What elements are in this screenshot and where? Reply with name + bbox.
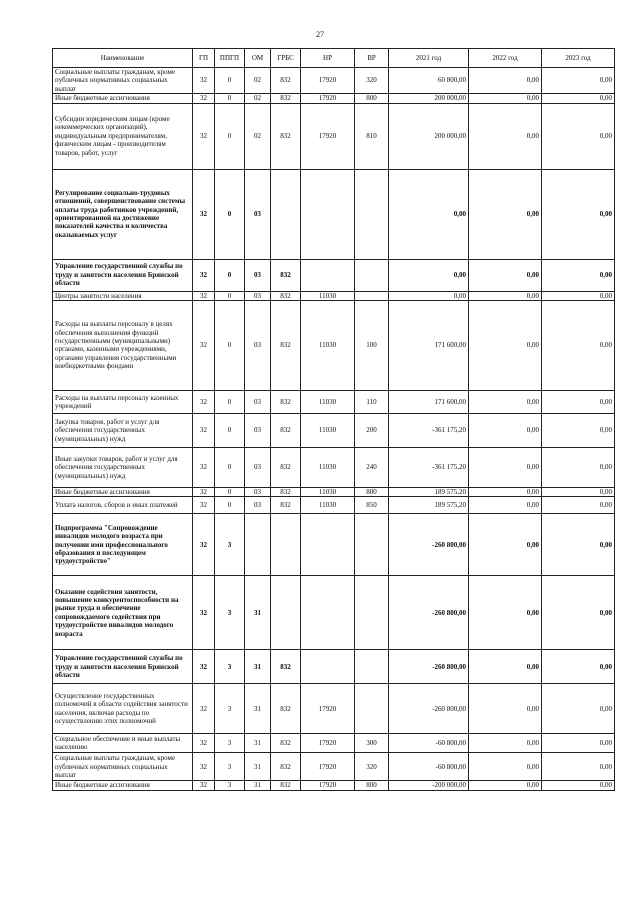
row-2021: -260 800,00 bbox=[389, 684, 469, 734]
row-ppgp: 3 bbox=[215, 753, 245, 781]
row-vr bbox=[355, 514, 389, 576]
row-gp: 32 bbox=[193, 103, 215, 169]
row-nr: 11030 bbox=[301, 413, 355, 447]
row-name: Иные бюджетные ассигнования bbox=[53, 94, 193, 103]
row-nr: 11030 bbox=[301, 291, 355, 300]
row-2022: 0,00 bbox=[469, 781, 542, 790]
row-om: 31 bbox=[245, 576, 271, 650]
row-vr: 110 bbox=[355, 390, 389, 413]
table-header-row bbox=[53, 49, 615, 68]
row-2023: 0,00 bbox=[542, 300, 615, 390]
row-2023: 0,00 bbox=[542, 413, 615, 447]
row-grbs: 832 bbox=[271, 390, 301, 413]
row-grbs: 832 bbox=[271, 781, 301, 790]
table-row bbox=[53, 734, 615, 753]
row-vr: 320 bbox=[355, 68, 389, 94]
row-grbs: 832 bbox=[271, 68, 301, 94]
table-row bbox=[53, 390, 615, 413]
row-gp: 32 bbox=[193, 259, 215, 291]
row-gp: 32 bbox=[193, 390, 215, 413]
row-2021: -200 000,00 bbox=[389, 781, 469, 790]
table-row bbox=[53, 291, 615, 300]
row-vr: 800 bbox=[355, 487, 389, 496]
row-2022: 0,00 bbox=[469, 487, 542, 496]
row-name: Закупка товаров, работ и услуг для обеспечения государственных (муниципальных) нужд bbox=[53, 413, 193, 447]
row-vr bbox=[355, 291, 389, 300]
row-vr bbox=[355, 259, 389, 291]
row-vr: 100 bbox=[355, 300, 389, 390]
row-om: 03 bbox=[245, 390, 271, 413]
row-2021: 189 575,20 bbox=[389, 497, 469, 514]
row-grbs: 832 bbox=[271, 650, 301, 684]
row-grbs bbox=[271, 514, 301, 576]
table-row bbox=[53, 781, 615, 790]
row-nr: 17920 bbox=[301, 68, 355, 94]
row-2022: 0,00 bbox=[469, 734, 542, 753]
row-ppgp: 3 bbox=[215, 514, 245, 576]
row-2022: 0,00 bbox=[469, 68, 542, 94]
row-grbs bbox=[271, 576, 301, 650]
row-gp: 32 bbox=[193, 169, 215, 259]
row-2023: 0,00 bbox=[542, 259, 615, 291]
row-gp: 32 bbox=[193, 497, 215, 514]
row-2021: 200 000,00 bbox=[389, 94, 469, 103]
column-header: Наименование bbox=[53, 49, 193, 68]
row-nr: 17920 bbox=[301, 684, 355, 734]
row-2021: -60 800,00 bbox=[389, 753, 469, 781]
row-name: Центры занятости населения bbox=[53, 291, 193, 300]
row-ppgp: 3 bbox=[215, 650, 245, 684]
table-row bbox=[53, 753, 615, 781]
table-row bbox=[53, 413, 615, 447]
page-number: 27 bbox=[316, 30, 324, 39]
row-2022: 0,00 bbox=[469, 650, 542, 684]
column-header: ГП bbox=[193, 49, 215, 68]
row-name: Регулирование социально-трудовых отношений, совершенствование системы оплаты труда работников учреждений, ориентированной на достижение показателей качества и количества оказываемых услуг bbox=[53, 169, 193, 259]
row-grbs: 832 bbox=[271, 94, 301, 103]
row-ppgp: 3 bbox=[215, 734, 245, 753]
row-gp: 32 bbox=[193, 291, 215, 300]
row-2021: 189 575,20 bbox=[389, 487, 469, 496]
table-row bbox=[53, 68, 615, 94]
row-ppgp: 0 bbox=[215, 291, 245, 300]
row-2022: 0,00 bbox=[469, 514, 542, 576]
row-ppgp: 0 bbox=[215, 103, 245, 169]
row-2021: 0,00 bbox=[389, 259, 469, 291]
row-name: Социальные выплаты гражданам, кроме публичных нормативных социальных выплат bbox=[53, 68, 193, 94]
table-row bbox=[53, 300, 615, 390]
row-ppgp: 3 bbox=[215, 684, 245, 734]
row-ppgp: 3 bbox=[215, 576, 245, 650]
row-grbs: 832 bbox=[271, 447, 301, 487]
row-2023: 0,00 bbox=[542, 684, 615, 734]
row-grbs: 832 bbox=[271, 291, 301, 300]
row-2022: 0,00 bbox=[469, 684, 542, 734]
row-om: 03 bbox=[245, 497, 271, 514]
row-vr: 850 bbox=[355, 497, 389, 514]
row-2022: 0,00 bbox=[469, 447, 542, 487]
column-header: ГРБС bbox=[271, 49, 301, 68]
row-grbs: 832 bbox=[271, 734, 301, 753]
table-row bbox=[53, 497, 615, 514]
column-header: ВР bbox=[355, 49, 389, 68]
row-name: Осуществление государственных полномочий в области содействия занятости населения, включая расходы по осуществлению этих полномочий bbox=[53, 684, 193, 734]
table-row bbox=[53, 576, 615, 650]
row-nr: 17920 bbox=[301, 103, 355, 169]
row-gp: 32 bbox=[193, 753, 215, 781]
row-name: Субсидии юридическим лицам (кроме некоммерческих организаций), индивидуальным предпринимателям, физическим лицам - производителям товаров, работ, услуг bbox=[53, 103, 193, 169]
row-2022: 0,00 bbox=[469, 103, 542, 169]
row-2021: 171 600,00 bbox=[389, 300, 469, 390]
row-vr: 240 bbox=[355, 447, 389, 487]
row-grbs: 832 bbox=[271, 103, 301, 169]
row-nr bbox=[301, 514, 355, 576]
row-name: Социальные выплаты гражданам, кроме публичных нормативных социальных выплат bbox=[53, 753, 193, 781]
row-nr: 17920 bbox=[301, 753, 355, 781]
row-gp: 32 bbox=[193, 514, 215, 576]
row-name: Управление государственной службы по труду и занятости населения Брянской области bbox=[53, 259, 193, 291]
row-nr: 17920 bbox=[301, 781, 355, 790]
row-vr: 800 bbox=[355, 94, 389, 103]
row-name: Иные бюджетные ассигнования bbox=[53, 487, 193, 496]
row-2022: 0,00 bbox=[469, 497, 542, 514]
row-grbs bbox=[271, 169, 301, 259]
row-2022: 0,00 bbox=[469, 390, 542, 413]
table-row bbox=[53, 169, 615, 259]
budget-table bbox=[52, 48, 615, 791]
table-row bbox=[53, 259, 615, 291]
row-nr bbox=[301, 169, 355, 259]
row-vr: 800 bbox=[355, 781, 389, 790]
row-2023: 0,00 bbox=[542, 487, 615, 496]
row-2022: 0,00 bbox=[469, 413, 542, 447]
row-name: Иные бюджетные ассигнования bbox=[53, 781, 193, 790]
row-om: 02 bbox=[245, 103, 271, 169]
row-2022: 0,00 bbox=[469, 259, 542, 291]
row-om: 31 bbox=[245, 684, 271, 734]
row-name: Подпрограмма "Сопровождение инвалидов молодого возраста при получении ими профессионального образования и последующем трудоустройстве" bbox=[53, 514, 193, 576]
row-nr bbox=[301, 576, 355, 650]
row-2021: 0,00 bbox=[389, 169, 469, 259]
row-vr: 200 bbox=[355, 413, 389, 447]
table-row bbox=[53, 684, 615, 734]
row-2023: 0,00 bbox=[542, 514, 615, 576]
row-2023: 0,00 bbox=[542, 497, 615, 514]
row-ppgp: 0 bbox=[215, 300, 245, 390]
row-ppgp: 3 bbox=[215, 781, 245, 790]
column-header: 2022 год bbox=[469, 49, 542, 68]
row-ppgp: 0 bbox=[215, 259, 245, 291]
row-om: 03 bbox=[245, 259, 271, 291]
row-2023: 0,00 bbox=[542, 753, 615, 781]
row-2022: 0,00 bbox=[469, 94, 542, 103]
row-grbs: 832 bbox=[271, 413, 301, 447]
row-gp: 32 bbox=[193, 576, 215, 650]
row-vr: 320 bbox=[355, 753, 389, 781]
row-2023: 0,00 bbox=[542, 734, 615, 753]
row-ppgp: 0 bbox=[215, 68, 245, 94]
row-2022: 0,00 bbox=[469, 291, 542, 300]
row-2021: -260 800,00 bbox=[389, 514, 469, 576]
row-grbs: 832 bbox=[271, 259, 301, 291]
row-nr: 17920 bbox=[301, 734, 355, 753]
row-2023: 0,00 bbox=[542, 650, 615, 684]
row-name: Расходы на выплаты персоналу казенных учреждений bbox=[53, 390, 193, 413]
row-ppgp: 0 bbox=[215, 497, 245, 514]
row-2023: 0,00 bbox=[542, 291, 615, 300]
row-om: 03 bbox=[245, 413, 271, 447]
row-gp: 32 bbox=[193, 684, 215, 734]
row-name: Социальное обеспечение и иные выплаты населению bbox=[53, 734, 193, 753]
row-nr bbox=[301, 259, 355, 291]
row-om: 03 bbox=[245, 447, 271, 487]
row-2021: 200 000,00 bbox=[389, 103, 469, 169]
row-2023: 0,00 bbox=[542, 390, 615, 413]
row-nr: 11030 bbox=[301, 447, 355, 487]
row-2023: 0,00 bbox=[542, 68, 615, 94]
row-vr bbox=[355, 169, 389, 259]
table-row bbox=[53, 487, 615, 496]
row-2023: 0,00 bbox=[542, 781, 615, 790]
row-2023: 0,00 bbox=[542, 94, 615, 103]
row-grbs: 832 bbox=[271, 684, 301, 734]
row-ppgp: 0 bbox=[215, 447, 245, 487]
row-vr bbox=[355, 650, 389, 684]
column-header: НР bbox=[301, 49, 355, 68]
row-om: 31 bbox=[245, 734, 271, 753]
row-gp: 32 bbox=[193, 300, 215, 390]
row-nr: 17920 bbox=[301, 94, 355, 103]
row-ppgp: 0 bbox=[215, 413, 245, 447]
row-om bbox=[245, 514, 271, 576]
row-gp: 32 bbox=[193, 650, 215, 684]
column-header: 2021 год bbox=[389, 49, 469, 68]
table-row bbox=[53, 650, 615, 684]
row-om: 02 bbox=[245, 94, 271, 103]
table-row bbox=[53, 447, 615, 487]
row-name: Управление государственной службы по труду и занятости населения Брянской области bbox=[53, 650, 193, 684]
row-2021: -260 800,00 bbox=[389, 576, 469, 650]
row-nr: 11030 bbox=[301, 390, 355, 413]
row-nr bbox=[301, 650, 355, 684]
row-2021: -60 800,00 bbox=[389, 734, 469, 753]
column-header: 2023 год bbox=[542, 49, 615, 68]
row-gp: 32 bbox=[193, 413, 215, 447]
row-grbs: 832 bbox=[271, 497, 301, 514]
table-row bbox=[53, 514, 615, 576]
row-2022: 0,00 bbox=[469, 169, 542, 259]
row-grbs: 832 bbox=[271, 300, 301, 390]
row-om: 03 bbox=[245, 487, 271, 496]
row-2021: -361 175,20 bbox=[389, 447, 469, 487]
row-vr: 300 bbox=[355, 734, 389, 753]
row-2021: 171 600,00 bbox=[389, 390, 469, 413]
row-om: 31 bbox=[245, 781, 271, 790]
row-gp: 32 bbox=[193, 487, 215, 496]
table-row bbox=[53, 94, 615, 103]
column-header: ОМ bbox=[245, 49, 271, 68]
row-om: 31 bbox=[245, 753, 271, 781]
row-ppgp: 0 bbox=[215, 94, 245, 103]
row-grbs: 832 bbox=[271, 753, 301, 781]
row-gp: 32 bbox=[193, 447, 215, 487]
row-name: Расходы на выплаты персоналу в целях обеспечения выполнения функций государственными (муниципальными) органами, казенными учреждениями, органами управления государственными внебюджетными фондами bbox=[53, 300, 193, 390]
row-gp: 32 bbox=[193, 68, 215, 94]
row-om: 03 bbox=[245, 291, 271, 300]
row-2021: 0,00 bbox=[389, 291, 469, 300]
row-2022: 0,00 bbox=[469, 753, 542, 781]
column-header: ППГП bbox=[215, 49, 245, 68]
row-2021: -361 175,20 bbox=[389, 413, 469, 447]
row-name: Оказание содействия занятости, повышение конкурентоспособности на рынке труда и обеспечение сопровождаемого содействия при трудоустройстве инвалидов молодого возраста bbox=[53, 576, 193, 650]
table-row bbox=[53, 103, 615, 169]
row-name: Уплата налогов, сборов и иных платежей bbox=[53, 497, 193, 514]
row-om: 03 bbox=[245, 169, 271, 259]
row-om: 31 bbox=[245, 650, 271, 684]
row-nr: 11030 bbox=[301, 487, 355, 496]
row-2021: 60 800,00 bbox=[389, 68, 469, 94]
row-nr: 11030 bbox=[301, 300, 355, 390]
row-om: 02 bbox=[245, 68, 271, 94]
row-vr bbox=[355, 576, 389, 650]
row-grbs: 832 bbox=[271, 487, 301, 496]
row-2021: -260 800,00 bbox=[389, 650, 469, 684]
row-ppgp: 0 bbox=[215, 487, 245, 496]
row-nr: 11030 bbox=[301, 497, 355, 514]
row-2022: 0,00 bbox=[469, 300, 542, 390]
row-gp: 32 bbox=[193, 781, 215, 790]
row-2023: 0,00 bbox=[542, 447, 615, 487]
row-2022: 0,00 bbox=[469, 576, 542, 650]
row-ppgp: 0 bbox=[215, 390, 245, 413]
row-om: 03 bbox=[245, 300, 271, 390]
row-name: Иные закупки товаров, работ и услуг для обеспечения государственных (муниципальных) нужд bbox=[53, 447, 193, 487]
row-2023: 0,00 bbox=[542, 103, 615, 169]
row-vr: 810 bbox=[355, 103, 389, 169]
row-vr bbox=[355, 684, 389, 734]
row-ppgp: 0 bbox=[215, 169, 245, 259]
row-2023: 0,00 bbox=[542, 576, 615, 650]
row-gp: 32 bbox=[193, 734, 215, 753]
row-gp: 32 bbox=[193, 94, 215, 103]
row-2023: 0,00 bbox=[542, 169, 615, 259]
